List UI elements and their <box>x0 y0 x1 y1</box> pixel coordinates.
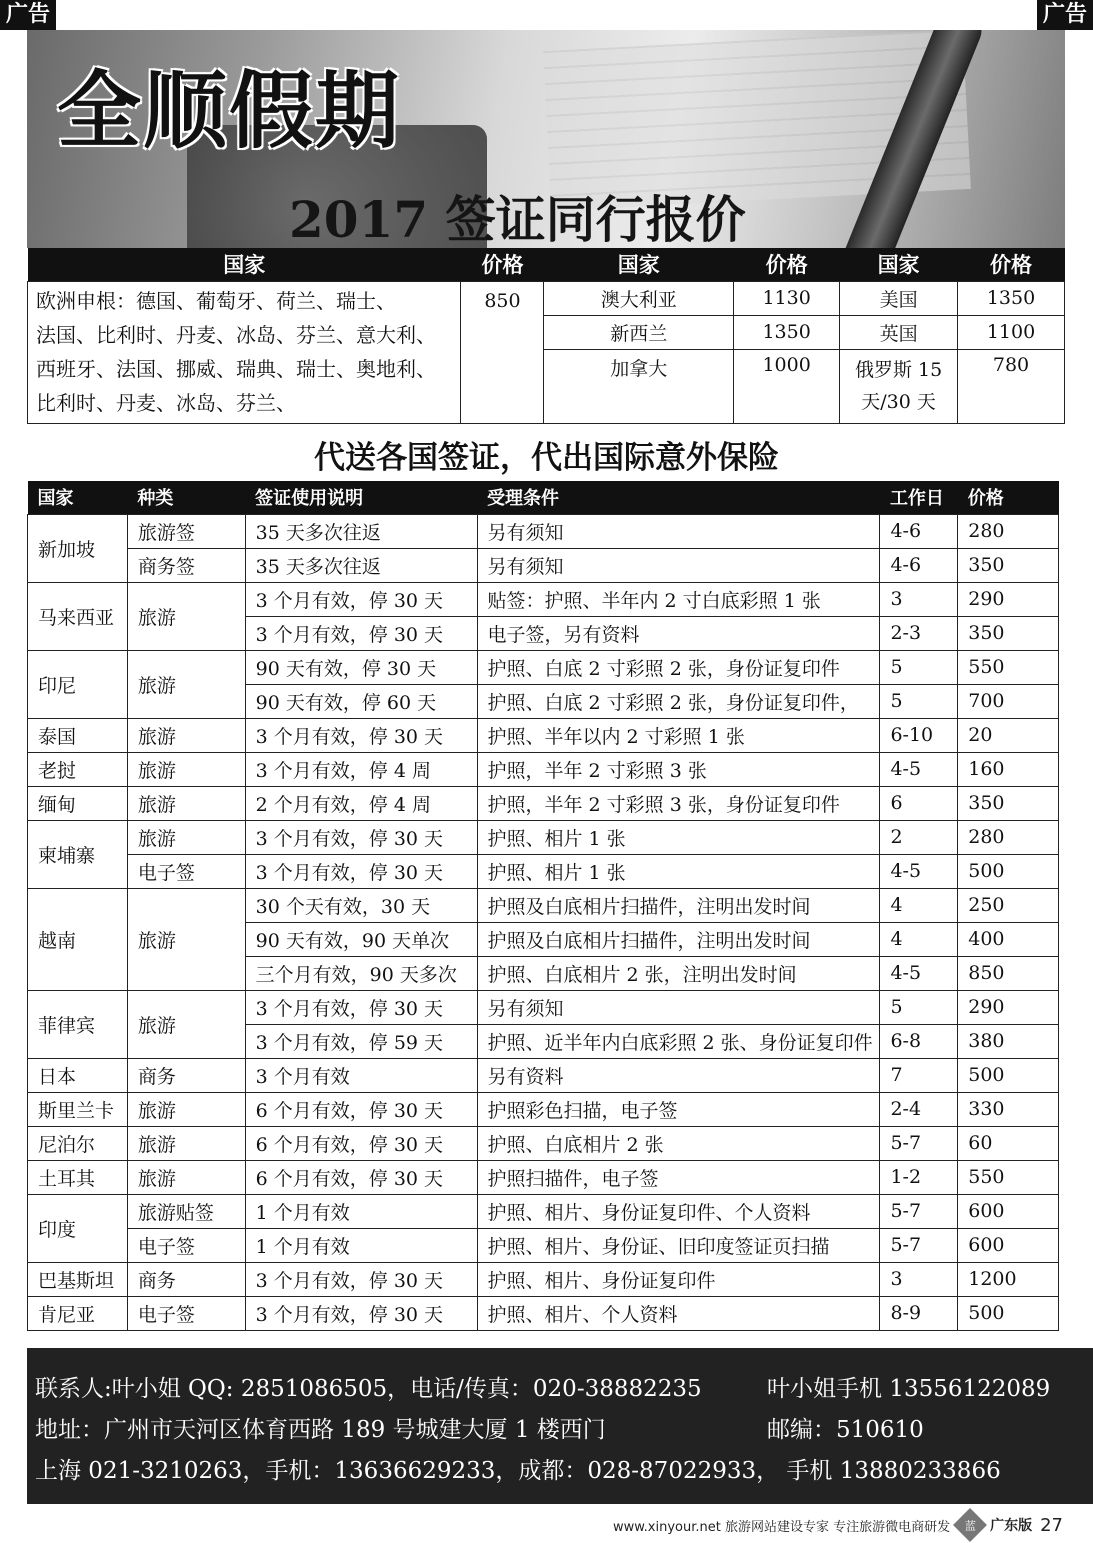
visa-type-cell: 旅游贴签 <box>127 1194 245 1228</box>
description-cell: 90 天有效，停 30 天 <box>245 650 477 684</box>
description-cell: 90 天有效，90 天单次 <box>245 922 477 956</box>
conditions-cell: 护照、相片、个人资料 <box>477 1296 880 1330</box>
country-cell: 巴基斯坦 <box>28 1262 128 1296</box>
workdays-cell: 7 <box>880 1058 958 1092</box>
workdays-cell: 4 <box>880 888 958 922</box>
price-cell: 500 <box>958 1296 1059 1330</box>
price-cell: 500 <box>958 1058 1059 1092</box>
price-cell: 400 <box>958 922 1059 956</box>
price-cell: 1100 <box>958 315 1065 349</box>
conditions-cell: 另有须知 <box>477 990 880 1024</box>
visa-type-cell: 旅游 <box>127 650 245 718</box>
country-cell: 澳大利亚 <box>544 281 734 315</box>
table-row <box>28 1092 1059 1126</box>
country-cell: 新西兰 <box>544 315 734 349</box>
table-row <box>28 786 1059 820</box>
price-cell: 1000 <box>734 349 840 423</box>
description-cell: 6 个月有效，停 30 天 <box>245 1160 477 1194</box>
conditions-cell: 护照、白底相片 2 张，注明出发时间 <box>477 956 880 990</box>
table-row <box>28 1296 1059 1330</box>
description-cell: 3 个月有效，停 4 周 <box>245 752 477 786</box>
price-cell: 700 <box>958 684 1059 718</box>
workdays-cell: 4-5 <box>880 854 958 888</box>
page-subtitle: 2017 签证同行报价 <box>289 190 746 248</box>
workdays-cell: 4-5 <box>880 956 958 990</box>
conditions-cell: 护照、相片 1 张 <box>477 854 880 888</box>
price-cell: 600 <box>958 1228 1059 1262</box>
table-row <box>28 1228 1059 1262</box>
logo-char: 蓝 <box>964 1519 976 1532</box>
price-cell: 290 <box>958 582 1059 616</box>
visa-type-cell: 旅游 <box>127 1092 245 1126</box>
price-cell: 1350 <box>734 315 840 349</box>
price-cell: 280 <box>958 820 1059 854</box>
header-price: 价格 <box>734 248 840 281</box>
table-row <box>28 820 1059 854</box>
description-cell: 35 天多次往返 <box>245 514 477 548</box>
conditions-cell: 护照扫描件，电子签 <box>477 1160 880 1194</box>
workdays-cell: 5-7 <box>880 1228 958 1262</box>
workdays-cell: 4-6 <box>880 548 958 582</box>
workdays-cell: 1-2 <box>880 1160 958 1194</box>
visa-price-summary-table <box>27 248 1065 424</box>
price-cell: 290 <box>958 990 1059 1024</box>
conditions-cell: 另有资料 <box>477 1058 880 1092</box>
table-row <box>28 1262 1059 1296</box>
price-cell: 550 <box>958 650 1059 684</box>
contact-line <box>35 1452 1093 1493</box>
country-cell: 美国 <box>840 281 958 315</box>
workdays-cell: 6-8 <box>880 1024 958 1058</box>
visa-type-cell: 旅游 <box>127 718 245 752</box>
workdays-cell: 5-7 <box>880 1194 958 1228</box>
header-price: 价格 <box>958 248 1065 281</box>
description-cell: 三个月有效，90 天多次 <box>245 956 477 990</box>
price-cell: 550 <box>958 1160 1059 1194</box>
visa-type-cell: 旅游 <box>127 990 245 1058</box>
workdays-cell: 3 <box>880 1262 958 1296</box>
contact-line <box>35 1370 1093 1411</box>
visa-type-cell: 旅游 <box>127 786 245 820</box>
workdays-cell: 4 <box>880 922 958 956</box>
table-row <box>28 281 1065 315</box>
workdays-cell: 2-3 <box>880 616 958 650</box>
publisher-logo-icon <box>953 1508 987 1542</box>
country-cell: 斯里兰卡 <box>28 1092 128 1126</box>
visa-type-cell: 旅游 <box>127 752 245 786</box>
visa-type-cell: 旅游 <box>127 1126 245 1160</box>
brand-title: 全顺假期 <box>57 62 402 160</box>
workdays-cell: 4-5 <box>880 752 958 786</box>
country-cell: 菲律宾 <box>28 990 128 1058</box>
region-line: 欧洲申根：德国、葡萄牙、荷兰、瑞士、 <box>36 288 396 313</box>
country-cell: 泰国 <box>28 718 128 752</box>
conditions-cell: 护照、半年以内 2 寸彩照 1 张 <box>477 718 880 752</box>
price-cell: 1200 <box>958 1262 1059 1296</box>
header-description: 签证使用说明 <box>245 481 477 514</box>
visa-type-cell: 商务 <box>127 1262 245 1296</box>
ad-label-left: 广告 <box>0 0 56 30</box>
country-cell: 加拿大 <box>544 349 734 423</box>
header-country: 国家 <box>544 248 734 281</box>
visa-detail-table <box>27 481 1059 1331</box>
country-cell: 柬埔寨 <box>28 820 128 888</box>
visa-type-cell: 旅游签 <box>127 514 245 548</box>
table-row <box>28 888 1059 922</box>
schengen-price: 850 <box>461 281 544 423</box>
workdays-cell: 5 <box>880 990 958 1024</box>
description-cell: 1 个月有效 <box>245 1228 477 1262</box>
page-number: 27 <box>1040 1514 1063 1536</box>
price-cell: 1130 <box>734 281 840 315</box>
description-cell: 3 个月有效，停 30 天 <box>245 616 477 650</box>
ad-label-right: 广告 <box>1037 0 1093 30</box>
conditions-cell: 护照、相片 1 张 <box>477 820 880 854</box>
conditions-cell: 护照及白底相片扫描件，注明出发时间 <box>477 888 880 922</box>
header-workdays: 工作日 <box>880 481 958 514</box>
price-cell: 60 <box>958 1126 1059 1160</box>
header-price: 价格 <box>461 248 544 281</box>
price-cell: 600 <box>958 1194 1059 1228</box>
country-cell: 英国 <box>840 315 958 349</box>
country-cell: 土耳其 <box>28 1160 128 1194</box>
description-cell: 1 个月有效 <box>245 1194 477 1228</box>
country-cell: 尼泊尔 <box>28 1126 128 1160</box>
price-cell: 500 <box>958 854 1059 888</box>
country-cell: 老挝 <box>28 752 128 786</box>
conditions-cell: 护照、相片、身份证复印件、个人资料 <box>477 1194 880 1228</box>
contact-mobile: 叶小姐手机 13556122089 <box>767 1376 1051 1402</box>
table-row <box>28 854 1059 888</box>
visa-type-cell: 旅游 <box>127 888 245 990</box>
table-row <box>28 990 1059 1024</box>
price-cell: 350 <box>958 786 1059 820</box>
workdays-cell: 5 <box>880 650 958 684</box>
conditions-cell: 护照，半年 2 寸彩照 3 张 <box>477 752 880 786</box>
description-cell: 2 个月有效，停 4 周 <box>245 786 477 820</box>
table-row <box>28 1126 1059 1160</box>
region-line: 西班牙、法国、挪威、瑞典、瑞士、奥地利、 <box>36 356 436 381</box>
table-row <box>28 1160 1059 1194</box>
country-cell: 马来西亚 <box>28 582 128 650</box>
conditions-cell: 护照、白底相片 2 张 <box>477 1126 880 1160</box>
conditions-cell: 另有须知 <box>477 514 880 548</box>
contact-postcode: 邮编：510610 <box>767 1417 924 1443</box>
description-cell: 6 个月有效，停 30 天 <box>245 1126 477 1160</box>
conditions-cell: 护照、白底 2 寸彩照 2 张，身份证复印件 <box>477 650 880 684</box>
workdays-cell: 6-10 <box>880 718 958 752</box>
price-cell: 280 <box>958 514 1059 548</box>
workdays-cell: 6 <box>880 786 958 820</box>
workdays-cell: 5 <box>880 684 958 718</box>
header-country: 国家 <box>28 248 461 281</box>
schengen-countries <box>28 281 461 423</box>
table-row <box>28 548 1059 582</box>
country-cell: 俄罗斯 15 天/30 天 <box>840 349 958 423</box>
table-row <box>28 752 1059 786</box>
header-conditions: 受理条件 <box>477 481 880 514</box>
description-cell: 3 个月有效，停 30 天 <box>245 1262 477 1296</box>
description-cell: 3 个月有效 <box>245 1058 477 1092</box>
services-heading: 代送各国签证，代出国际意外保险 <box>314 440 779 476</box>
footer-site: www.xinyour.net 旅游网站建设专家 专注旅游微电商研发 <box>612 1519 951 1535</box>
description-cell: 90 天有效，停 60 天 <box>245 684 477 718</box>
conditions-cell: 护照、相片、身份证、旧印度签证页扫描 <box>477 1228 880 1262</box>
contact-phone: 联系人:叶小姐 QQ: 2851086505，电话/传真：020-38882235 <box>35 1376 702 1402</box>
conditions-cell: 电子签，另有资料 <box>477 616 880 650</box>
contact-line <box>35 1411 1093 1452</box>
description-cell: 6 个月有效，停 30 天 <box>245 1092 477 1126</box>
description-cell: 35 天多次往返 <box>245 548 477 582</box>
visa-type-cell: 商务 <box>127 1058 245 1092</box>
workdays-cell: 3 <box>880 582 958 616</box>
description-cell: 3 个月有效，停 59 天 <box>245 1024 477 1058</box>
conditions-cell: 另有须知 <box>477 548 880 582</box>
workdays-cell: 2-4 <box>880 1092 958 1126</box>
header-type: 种类 <box>127 481 245 514</box>
price-cell: 350 <box>958 616 1059 650</box>
price-cell: 850 <box>958 956 1059 990</box>
country-cell: 越南 <box>28 888 128 990</box>
contact-address: 地址：广州市天河区体育西路 189 号城建大厦 1 楼西门 <box>35 1417 606 1443</box>
price-cell: 250 <box>958 888 1059 922</box>
conditions-cell: 护照、近半年内白底彩照 2 张、身份证复印件 <box>477 1024 880 1058</box>
country-cell: 印度 <box>28 1194 128 1262</box>
visa-type-cell: 电子签 <box>127 854 245 888</box>
price-cell: 160 <box>958 752 1059 786</box>
page-footer <box>613 1513 1063 1537</box>
price-cell: 780 <box>958 349 1065 423</box>
country-cell: 缅甸 <box>28 786 128 820</box>
price-cell: 380 <box>958 1024 1059 1058</box>
contact-branches: 上海 021-3210263，手机：13636629233，成都：028-87022933， 手机 13880233866 <box>35 1458 1001 1484</box>
description-cell: 3 个月有效，停 30 天 <box>245 820 477 854</box>
visa-type-cell: 电子签 <box>127 1228 245 1262</box>
country-cell: 新加坡 <box>28 514 128 582</box>
conditions-cell: 护照，半年 2 寸彩照 3 张，身份证复印件 <box>477 786 880 820</box>
table-row <box>28 718 1059 752</box>
region-line: 比利时、丹麦、冰岛、芬兰、 <box>36 390 296 415</box>
table-row <box>28 1058 1059 1092</box>
description-cell: 3 个月有效，停 30 天 <box>245 1296 477 1330</box>
price-cell: 20 <box>958 718 1059 752</box>
conditions-cell: 护照彩色扫描，电子签 <box>477 1092 880 1126</box>
edition-label: 广东版 <box>990 1518 1033 1534</box>
description-cell: 3 个月有效，停 30 天 <box>245 854 477 888</box>
table-row <box>28 514 1059 548</box>
description-cell: 3 个月有效，停 30 天 <box>245 582 477 616</box>
price-cell: 330 <box>958 1092 1059 1126</box>
country-cell: 肯尼亚 <box>28 1296 128 1330</box>
country-cell: 日本 <box>28 1058 128 1092</box>
description-cell: 3 个月有效，停 30 天 <box>245 718 477 752</box>
conditions-cell: 护照、白底 2 寸彩照 2 张，身份证复印件， <box>477 684 880 718</box>
visa-type-cell: 旅游 <box>127 820 245 854</box>
header-country: 国家 <box>28 481 128 514</box>
visa-table-body <box>28 514 1059 1330</box>
contact-panel <box>27 1348 1093 1504</box>
workdays-cell: 4-6 <box>880 514 958 548</box>
region-line: 法国、比利时、丹麦、冰岛、芬兰、意大利、 <box>36 322 436 347</box>
price-cell: 350 <box>958 548 1059 582</box>
workdays-cell: 5-7 <box>880 1126 958 1160</box>
table-row <box>28 650 1059 684</box>
country-cell: 印尼 <box>28 650 128 718</box>
visa-type-cell: 商务签 <box>127 548 245 582</box>
conditions-cell: 护照及白底相片扫描件，注明出发时间 <box>477 922 880 956</box>
conditions-cell: 护照、相片、身份证复印件 <box>477 1262 880 1296</box>
table-row <box>28 1194 1059 1228</box>
workdays-cell: 2 <box>880 820 958 854</box>
description-cell: 3 个月有效，停 30 天 <box>245 990 477 1024</box>
workdays-cell: 8-9 <box>880 1296 958 1330</box>
header-price: 价格 <box>958 481 1059 514</box>
hero-banner <box>27 30 1065 248</box>
visa-type-cell: 旅游 <box>127 582 245 650</box>
visa-type-cell: 旅游 <box>127 1160 245 1194</box>
description-cell: 30 个天有效，30 天 <box>245 888 477 922</box>
price-cell: 1350 <box>958 281 1065 315</box>
header-country: 国家 <box>840 248 958 281</box>
visa-type-cell: 电子签 <box>127 1296 245 1330</box>
conditions-cell: 贴签：护照、半年内 2 寸白底彩照 1 张 <box>477 582 880 616</box>
table-row <box>28 582 1059 616</box>
